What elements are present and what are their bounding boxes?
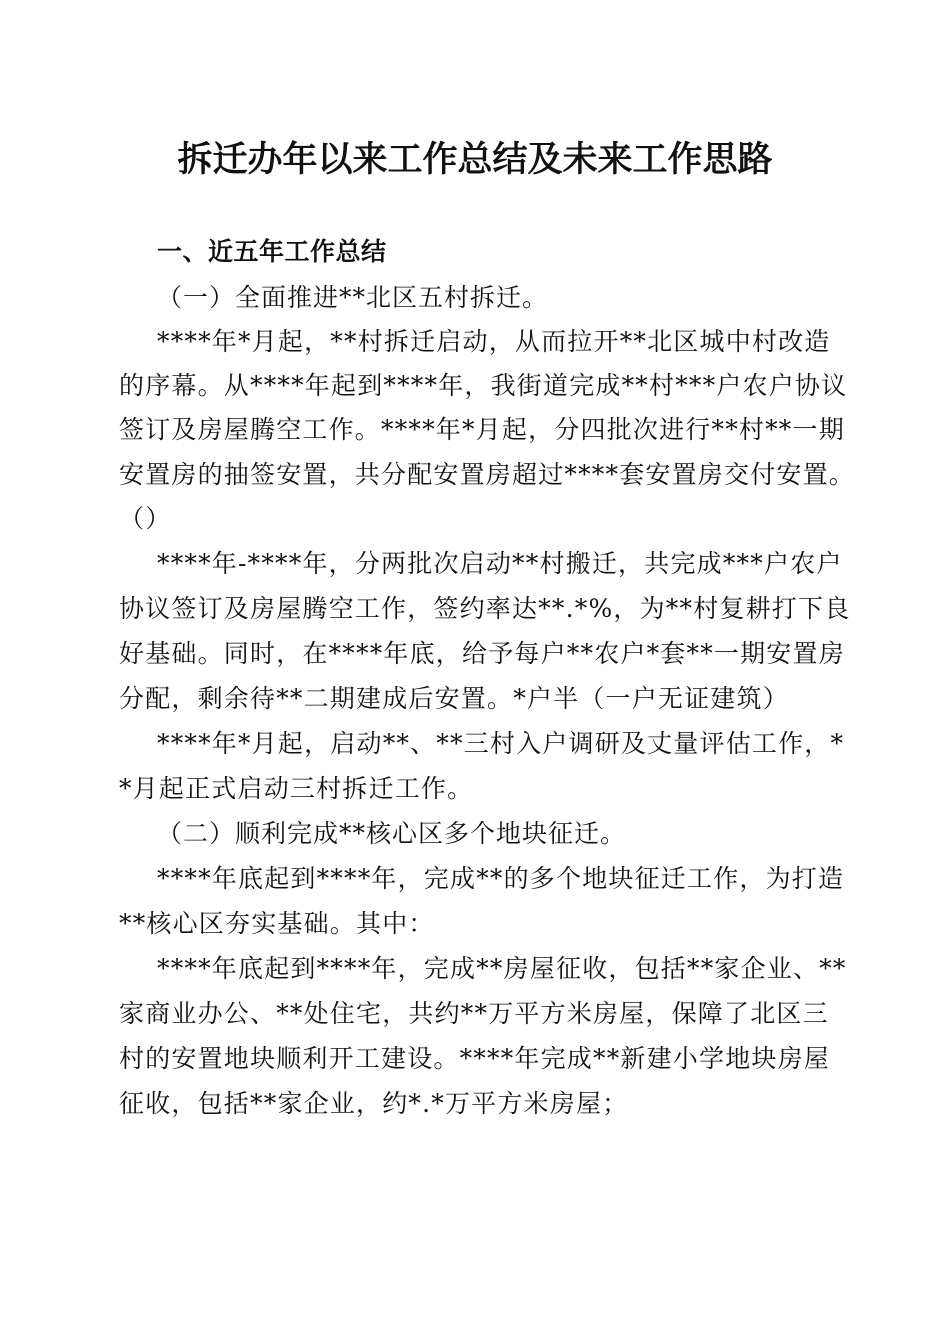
paragraph-line: 村的安置地块顺利开工建设。****年完成**新建小学地块房屋 <box>119 1044 831 1073</box>
paragraph-line: ****年*月起，启动**、**三村入户调研及丈量评估工作，* <box>157 729 845 758</box>
paragraph-line: *月起正式启动三村拆迁工作。 <box>119 774 474 803</box>
subsection-heading-2: （二）顺利完成**核心区多个地块征迁。 <box>157 819 627 848</box>
paragraph-line: 好基础。同时，在****年底，给予每户**农户*套**一期安置房 <box>119 639 845 668</box>
paragraph-line: 签订及房屋腾空工作。****年*月起，分四批次进行**村**一期 <box>119 415 845 444</box>
paragraph-line: 的序幕。从****年起到****年，我街道完成**村***户农户协议 <box>119 371 848 400</box>
paragraph-line: ****年底起到****年，完成**的多个地块征迁工作，为打造 <box>157 864 845 893</box>
paragraph-line: **核心区夯实基础。其中： <box>119 909 435 938</box>
paragraph-line: （） <box>119 504 172 533</box>
section-heading-1: 一、近五年工作总结 <box>157 237 387 266</box>
paragraph-line: 分配，剩余待**二期建成后安置。*户半（一户无证建筑） <box>119 684 789 713</box>
subsection-heading-1: （一）全面推进**北区五村拆迁。 <box>157 283 549 312</box>
paragraph-line: 协议签订及房屋腾空工作，签约率达**.*%，为**村复耕打下良 <box>119 594 851 623</box>
paragraph-line: 安置房的抽签安置，共分配安置房超过****套安置房交付安置。 <box>119 460 856 489</box>
paragraph-line: ****年*月起，**村拆迁启动，从而拉开**北区城中村改造 <box>157 327 831 356</box>
paragraph-line: ****年底起到****年，完成**房屋征收，包括**家企业、** <box>157 954 847 983</box>
paragraph-line: 家商业办公、**处住宅，共约**万平方米房屋，保障了北区三 <box>119 999 829 1028</box>
paragraph-line: ****年-****年，分两批次启动**村搬迁，共完成***户农户 <box>157 549 843 578</box>
paragraph-line: 征收，包括**家企业，约*.*万平方米房屋； <box>119 1089 629 1118</box>
document-title: 拆迁办年以来工作总结及未来工作思路 <box>177 139 773 180</box>
